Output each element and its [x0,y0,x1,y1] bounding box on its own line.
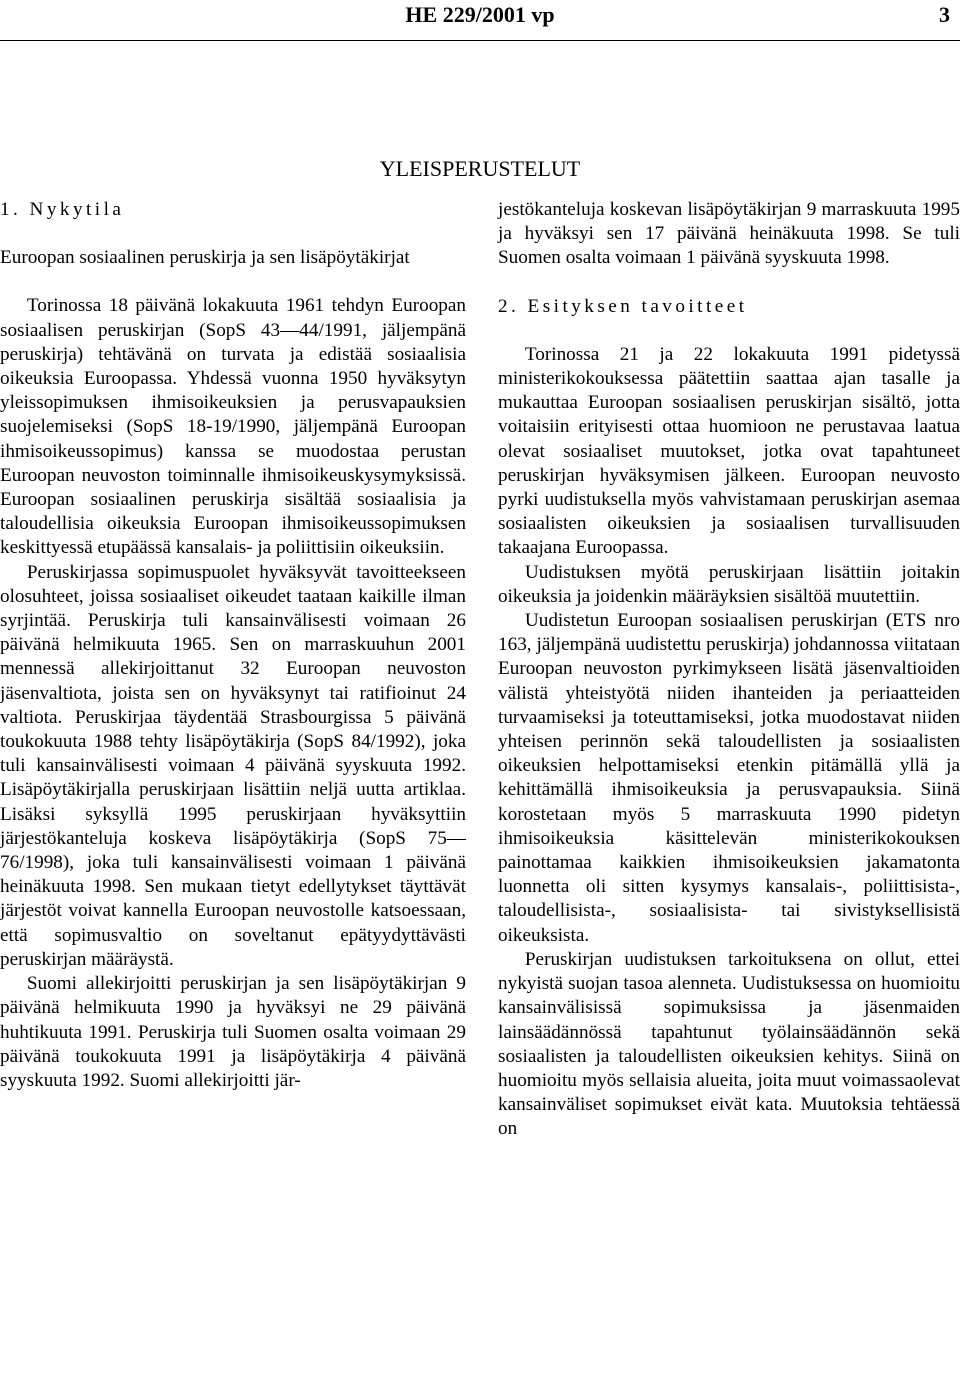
document-id: HE 229/2001 vp [405,2,555,27]
paragraph: Uudistuksen myötä peruskirjaan lisättiin joitakin oikeuksia ja joidenkin määräyksien sisältöä muutettiin. [498,561,960,607]
right-column [498,198,960,1142]
spacer [498,271,960,295]
paragraph: Suomi allekirjoitti peruskirjan ja sen lisäpöytäkirjan 9 päivänä helmikuuta 1990 ja hyväksyi ne 29 päivänä huhtikuuta 1991. Peruskirja tuli Suomen osalta voimaan 29 päivänä toukokuuta 1991 ja lisäpöytäkirja 4 päivänä syyskuuta 1992. Suomi allekirjoitti jär- [0,973,466,1091]
heading-nykytila: 1. Nykytila [0,199,125,220]
header-rule [0,40,960,41]
page-header [0,0,960,40]
heading-tavoitteet: 2. Esityksen tavoitteet [498,295,748,317]
subheading-peruskirja: Euroopan sosiaalinen peruskirja ja sen lisäpöytäkirjat [0,247,410,269]
paragraph: Torinossa 21 ja 22 lokakuuta 1991 pidetyssä ministerikokouksessa päätettiin saattaa ajan tasalle ja mukauttaa Euroopan sosiaalisen peruskirjan sisältö, jotta voitaisiin erityisesti ottaa huomioon ne perustavaa laatua olevat sosiaaliset muutokset, jotka ovat tapahtuneet peruskirjan hyväksymisen jälkeen. Euroopan neuvosto pyrki uudistuksella myös vahvistamaan peruskirjan asemaa sosiaalisten oikeuksien ja sosiaalisen turvallisuuden takaajana Euroopassa. [498,343,960,559]
page-number: 3 [939,2,950,27]
paragraph-continuation: jestökanteluja koskevan lisäpöytäkirjan 9 marraskuuta 1995 ja hyväksyi sen 17 päivänä heinäkuuta 1998. Se tuli Suomen osalta voimaan 1 päivänä syyskuuta 1998. [498,199,960,269]
section-title: YLEISPERUSTELUT [379,156,581,181]
paragraph: Torinossa 18 päivänä lokakuuta 1961 tehdyn Euroopan sosiaalisen peruskirjan (SopS 43—44/1991, jäljempänä peruskirja) tehtävänä on turvata ja edistää sosiaalisia oikeuksia Euroopassa. Yhdessä vuonna 1950 hyväksytyn yleissopimuksen ihmisoikeuksien ja perusvapauksien suojelemiseksi (SopS 18-19/1990, jäljempänä Euroopan ihmisoikeussopimus) kanssa se muodostaa perustan Euroopan neuvoston toiminnalle ihmisoikeuskysymyksissä. Euroopan sosiaalinen peruskirja sisältää sosiaalisia ja taloudellisia oikeuksia Euroopan ihmisoikeussopimuksen keskittyessä etupäässä kansalais- ja poliittisiin oikeuksiin. [0,295,466,559]
paragraph: Peruskirjassa sopimuspuolet hyväksyvät tavoitteekseen olosuhteet, joissa sosiaaliset oikeudet taataan kaikille ilman syrjintää. Peruskirja tuli kansainvälisesti voimaan 26 päivänä helmikuuta 1965. Sen on marraskuuhun 2001 mennessä allekirjoittanut 32 Euroopan neuvoston jäsenvaltiota, joista sen on hyväksynyt tai ratifioinut 24 valtiota. Peruskirjaa täydentää Strasbourgissa 5 päivänä toukokuuta 1988 tehty lisäpöytäkirja (SopS 84/1992), joka tuli kansainvälisesti voimaan 4 päivänä syyskuuta 1992. Lisäpöytäkirjalla peruskirjaan lisättiin neljä uutta artiklaa. Lisäksi syksyllä 1995 peruskirjaan hyväksyttiin järjestökanteluja koskeva lisäpöytäkirja (SopS 75—76/1998), joka tuli kansainvälisesti voimaan 1 päivänä heinäkuuta 1998. Sen mukaan tietyt edellytykset täyttävät järjestöt voivat kannella Euroopan neuvostolle katsoessaan, että sopimusvaltio on soveltanut epätyydyttävästi peruskirjan määräystä. [0,561,466,970]
left-column [0,198,466,1093]
paragraph: Uudistetun Euroopan sosiaalisen peruskirjan (ETS nro 163, jäljempänä uudistettu peruskirja) johdannossa viitataan Euroopan neuvoston pyrkimykseen lisätä jäsenvaltioiden välistä yhteistyötä niiden ihanteiden ja periaatteiden turvaamiseksi ja toteuttamiseksi, jotka muodostavat niiden yhteisen perinnön sekä taloudellisten ja sosiaalisten oikeuksien helpottamiseksi etenkin pitämällä yllä ja kehittämällä ihmisoikeuksia ja perusvapauksia. Siinä korostetaan myös 5 marraskuuta 1990 pidetyn ihmisoikeuksia käsittelevän ministerikokouksen painottamaa kaikkien ihmisoikeuksien jakamatonta luonnetta oli sitten kysymys kansalais-, poliittisista-, taloudellisista-, sosiaalisista- tai sivistyksellisistä oikeuksista. [498,610,960,946]
paragraph: Peruskirjan uudistuksen tarkoituksena on ollut, ettei nykyistä suojan tasoa alenneta. Uudistuksessa on huomioitu kansainvälisissä sopimuksissa ja jäsenmaiden lainsäädännössä tapahtunut työlainsäädännön sekä sosiaalisten ja taloudellisten oikeuksien kehitys. Siinä on huomioitu myös sellaisia alueita, joita muut voimassaolevat kansainväliset sopimukset eivät kata. Muutoksia tehtäessä on [498,948,960,1140]
